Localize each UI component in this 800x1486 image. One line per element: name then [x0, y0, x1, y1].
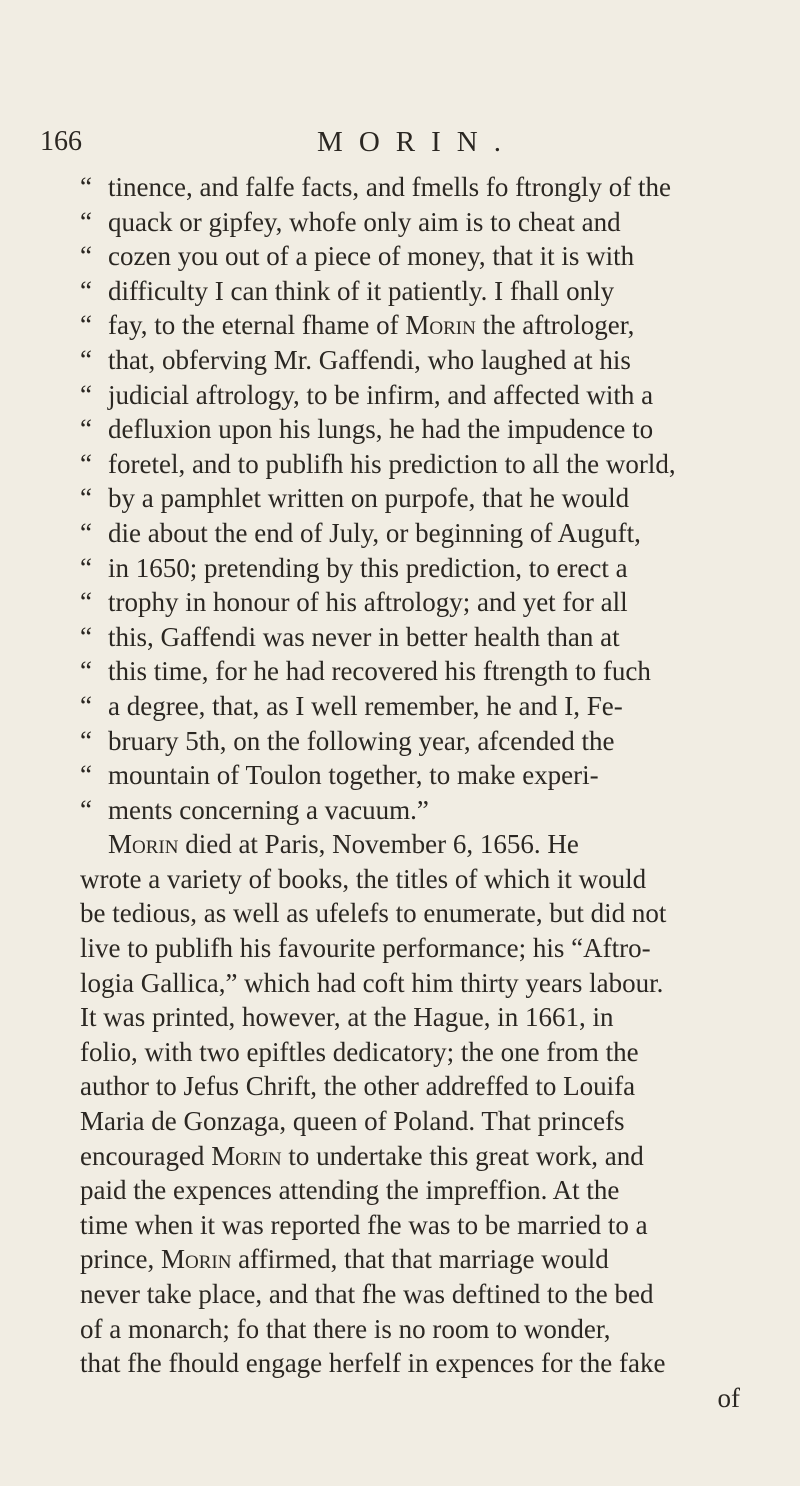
- quote-mark: “: [80, 725, 92, 756]
- line-text: died at Paris, November 6, 1656. He: [178, 829, 579, 860]
- line-text: ments concerning a vacuum.”: [108, 794, 429, 825]
- line-text: judicial aftrology, to be infirm, and affected with a: [108, 379, 654, 410]
- text-line: [80, 1346, 770, 1381]
- text-line: [80, 205, 770, 240]
- line-text: by a pamphlet written on purpofe, that he would: [108, 483, 630, 514]
- line-text: prince,: [80, 1244, 161, 1275]
- line-text: author to Jefus Chrift, the other addreffed to Louifa: [80, 1071, 636, 1102]
- line-text: to undertake this great work, and: [281, 1140, 644, 1171]
- line-text: in 1650; pretending by this prediction, to erect a: [108, 552, 628, 583]
- text-line: [80, 620, 770, 655]
- quote-mark: “: [80, 310, 92, 341]
- quote-mark: “: [80, 760, 92, 791]
- line-text: of a monarch; fo that there is no room to wonder,: [80, 1313, 611, 1344]
- text-line: [80, 1312, 770, 1347]
- page-header: [32, 126, 772, 166]
- line-text: never take place, and that fhe was deftined to the bed: [80, 1279, 654, 1309]
- small-caps-name: Morin: [108, 829, 179, 860]
- small-caps-name: Morin: [160, 1244, 232, 1275]
- line-text: mountain of Toulon together, to make experi-: [108, 760, 599, 791]
- text-line: [80, 862, 770, 897]
- quote-mark: “: [80, 517, 92, 548]
- text-line: [80, 585, 770, 620]
- quote-mark: “: [80, 690, 92, 721]
- text-line: [80, 447, 770, 482]
- text-line: [80, 378, 770, 413]
- line-text: this time, for he had recovered his ftrength to fuch: [108, 656, 651, 687]
- text-line: [80, 516, 770, 551]
- text-line: [80, 481, 770, 516]
- text-line: [80, 1104, 770, 1139]
- body-text: [80, 170, 770, 1415]
- text-line: [80, 827, 770, 862]
- line-text: defluxion upon his lungs, he had the impudence to: [108, 414, 654, 445]
- quote-mark: “: [80, 172, 92, 202]
- page-number: 166: [40, 126, 82, 157]
- quote-mark: “: [80, 794, 92, 825]
- text-line: [80, 239, 770, 274]
- small-caps-name: Morin: [405, 310, 476, 341]
- small-caps-name: Morin: [211, 1140, 282, 1171]
- text-line: [80, 1069, 770, 1104]
- text-line: [80, 1277, 770, 1312]
- text-line: [80, 758, 770, 793]
- text-line: [80, 274, 770, 309]
- line-text: bruary 5th, on the following year, afcended the: [108, 725, 615, 756]
- quote-mark: “: [80, 656, 92, 687]
- text-line: [80, 1173, 770, 1208]
- catchword: of: [717, 1382, 740, 1413]
- text-line: [80, 551, 770, 586]
- line-text: It was printed, however, at the Hague, in 1661, in: [80, 1002, 614, 1033]
- quote-mark: “: [80, 379, 92, 410]
- text-line: [80, 1139, 770, 1174]
- quote-mark: “: [80, 344, 92, 375]
- line-text: fay, to the eternal fhame of: [108, 310, 406, 341]
- text-line: [80, 966, 770, 1001]
- line-text: difficulty I can think of it patiently. I fhall only: [108, 275, 615, 306]
- line-text: affirmed, that that marriage would: [231, 1244, 609, 1275]
- line-text: trophy in honour of his aftrology; and yet for all: [108, 587, 628, 618]
- quote-mark: “: [80, 448, 92, 479]
- line-text: die about the end of July, or beginning of Auguft,: [108, 517, 641, 548]
- line-text: be tedious, as well as ufelefs to enumerate, but did not: [80, 898, 667, 929]
- text-line: [80, 170, 770, 205]
- quote-mark: “: [80, 483, 92, 514]
- quote-mark: “: [80, 621, 92, 652]
- line-text: the aftrologer,: [475, 310, 635, 341]
- line-text: cozen you out of a piece of money, that it is with: [108, 241, 635, 272]
- line-text: folio, with two epiftles dedicatory; the one from the: [80, 1036, 639, 1067]
- line-text: Maria de Gonzaga, queen of Poland. That princefs: [80, 1106, 625, 1137]
- line-text: a degree, that, as I well remember, he and I, Fe-: [108, 690, 623, 721]
- line-text: encouraged: [80, 1140, 212, 1171]
- quote-mark: “: [80, 552, 92, 583]
- quote-mark: “: [80, 241, 92, 272]
- line-text: paid the expences attending the impreffion. At the: [80, 1175, 620, 1206]
- line-text: foretel, and to publifh his prediction to all the world,: [108, 448, 676, 479]
- line-text: that, obferving Mr. Gaffendi, who laughed at his: [108, 344, 631, 375]
- text-line: [80, 724, 770, 759]
- quote-mark: “: [80, 275, 92, 306]
- text-line: [80, 343, 770, 378]
- text-line: [80, 793, 770, 828]
- line-text: logia Gallica,” which had coft him thirty years labour.: [80, 967, 664, 998]
- line-text: live to publifh his favourite performance; his “Aftro-: [80, 933, 651, 964]
- text-line: [80, 689, 770, 724]
- line-text: that fhe fhould engage herfelf in expences for the fake: [80, 1348, 666, 1379]
- text-line: [80, 931, 770, 966]
- text-line: [80, 412, 770, 447]
- text-line: [80, 654, 770, 689]
- text-line: [80, 1000, 770, 1035]
- quote-mark: “: [80, 414, 92, 445]
- line-text: time when it was reported fhe was to be married to a: [80, 1209, 648, 1240]
- text-line: [80, 1242, 770, 1277]
- line-text: tinence, and falfe facts, and fmells fo ftrongly of the: [108, 172, 672, 202]
- line-text: wrote a variety of books, the titles of which it would: [80, 863, 647, 894]
- line-text: this, Gaffendi was never in better health than at: [108, 621, 620, 652]
- quote-mark: “: [80, 587, 92, 618]
- running-head: MORIN.: [317, 126, 517, 158]
- text-line: [80, 896, 770, 931]
- quote-mark: “: [80, 206, 92, 237]
- text-line: [80, 1208, 770, 1243]
- text-line: [80, 1035, 770, 1070]
- text-line: [80, 308, 770, 343]
- line-text: quack or gipfey, whofe only aim is to cheat and: [108, 206, 621, 237]
